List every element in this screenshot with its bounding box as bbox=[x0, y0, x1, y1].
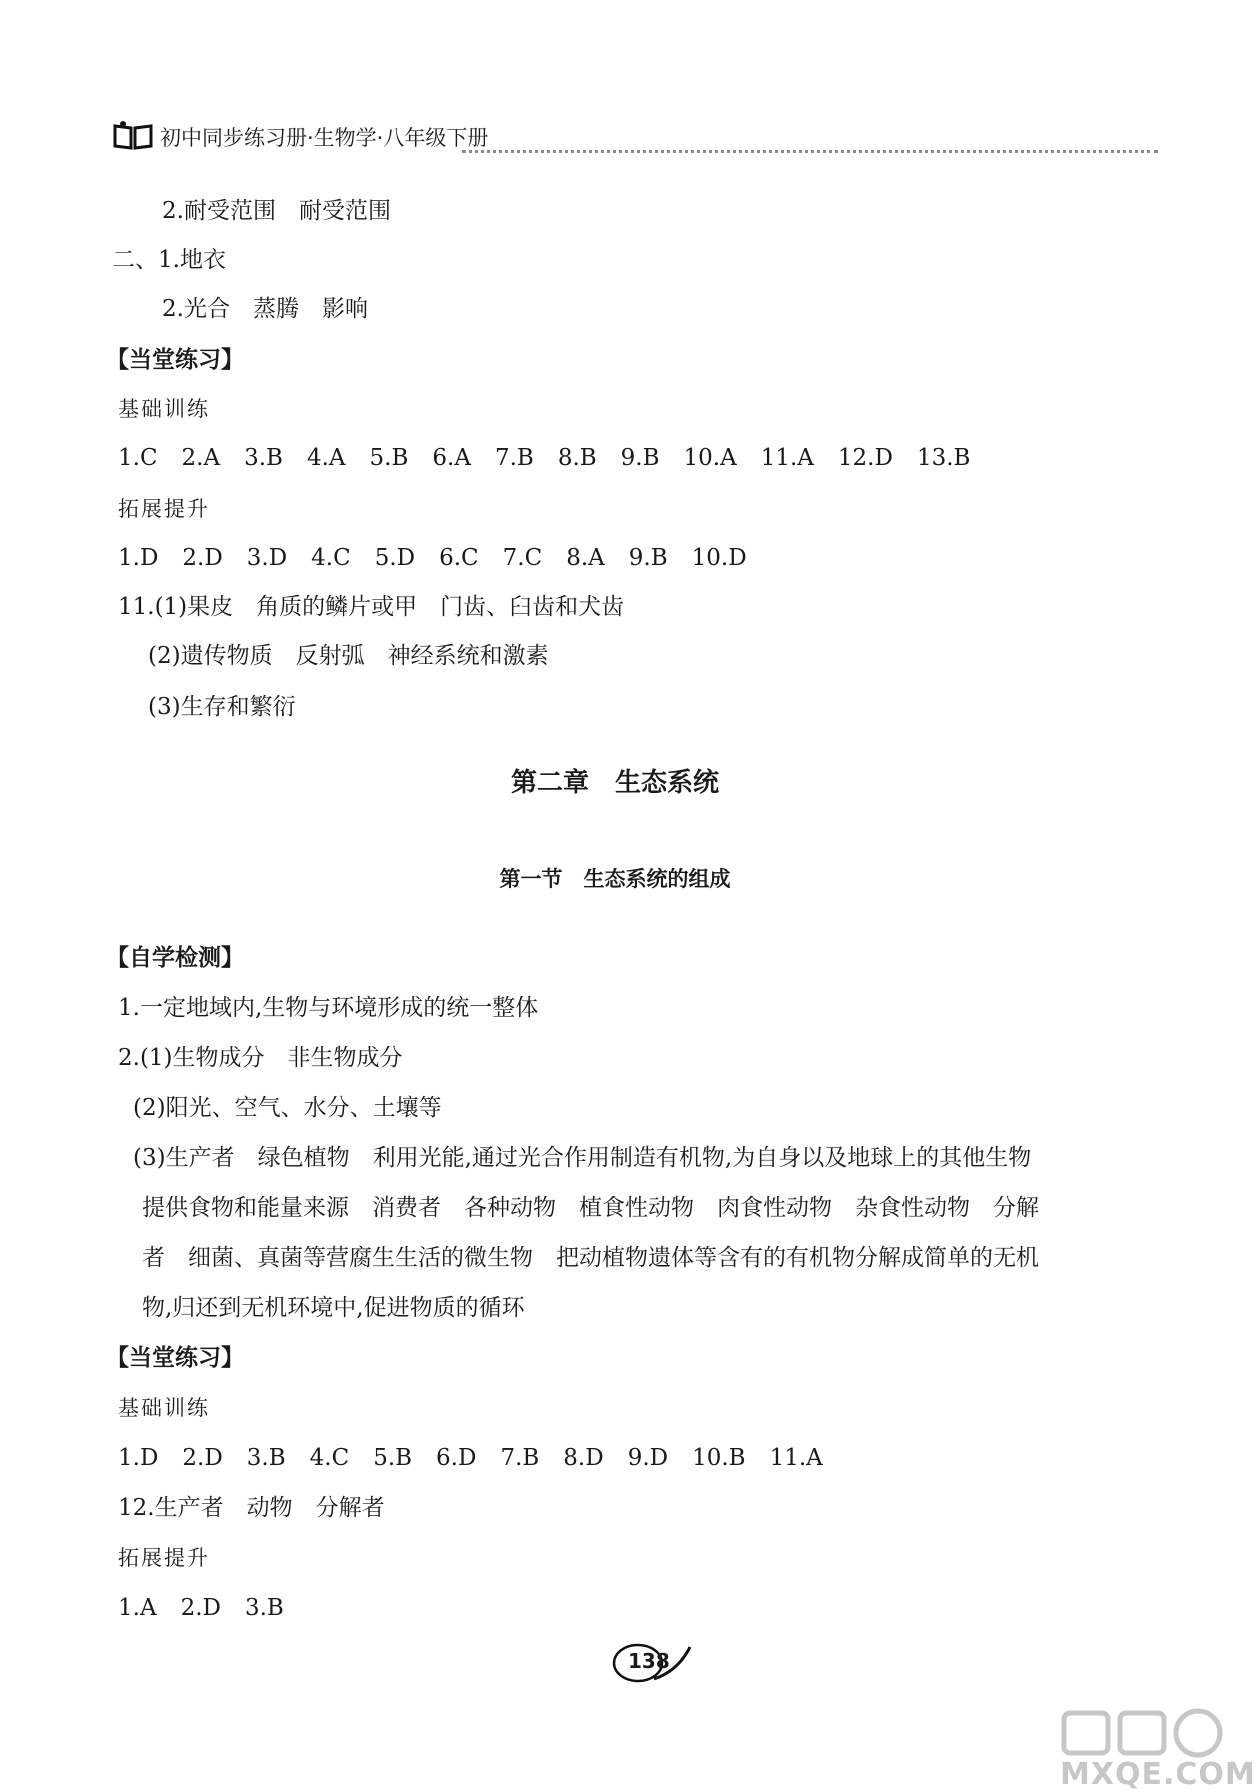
watermark bbox=[1060, 1705, 1256, 1792]
answer-item: 9.B bbox=[628, 545, 668, 571]
answer-item: 8.D bbox=[563, 1445, 604, 1471]
answer-item: 3.B bbox=[244, 445, 283, 471]
answer-item: 2.D bbox=[182, 1445, 223, 1471]
answer-line: 2.光合 蒸腾 影响 bbox=[162, 296, 368, 322]
answer-line: (3)生存和繁衍 bbox=[148, 694, 296, 720]
answer-item: 9.B bbox=[620, 445, 660, 471]
answer-item: 10.A bbox=[683, 445, 737, 471]
answer-line: 12.生产者 动物 分解者 bbox=[118, 1495, 385, 1521]
section-heading: 【自学检测】 bbox=[106, 945, 244, 971]
answer-item: 7.C bbox=[502, 545, 543, 571]
header-subject: ·生物学·八年级下册 bbox=[307, 126, 489, 150]
subheading: 基础训练 bbox=[118, 1396, 210, 1420]
subheading: 基础训练 bbox=[118, 397, 210, 421]
answer-item: 7.B bbox=[494, 445, 534, 471]
answer-item: 6.A bbox=[432, 445, 471, 471]
answer-item: 11.A bbox=[769, 1445, 823, 1471]
answer-line: 二、1.地衣 bbox=[112, 247, 226, 273]
answer-item: 11.A bbox=[760, 445, 814, 471]
answer-item: 4.C bbox=[311, 545, 351, 571]
header-book-title: 初中同步练习册 bbox=[160, 126, 307, 150]
answer-item: 2.D bbox=[180, 1595, 221, 1621]
answer-item: 5.B bbox=[373, 1445, 413, 1471]
section-title: 第一节 生态系统的组成 bbox=[499, 867, 731, 891]
answer-line: (2)遗传物质 反射弧 神经系统和激素 bbox=[148, 643, 549, 669]
answer-line: 者 细菌、真菌等营腐生生活的微生物 把动植物遗体等含有的有机物分解成简单的无机 bbox=[142, 1245, 1039, 1271]
answer-item: 3.B bbox=[246, 1445, 286, 1471]
answer-item: 6.C bbox=[439, 545, 479, 571]
answer-row bbox=[118, 543, 771, 573]
answer-item: 3.D bbox=[246, 545, 288, 571]
answer-item: 7.B bbox=[500, 1445, 540, 1471]
answer-line: (2)阳光、空气、水分、土壤等 bbox=[133, 1095, 442, 1121]
answer-item: 9.D bbox=[627, 1445, 669, 1471]
answer-item: 5.D bbox=[374, 545, 416, 571]
answer-item: 2.D bbox=[182, 545, 223, 571]
answer-row bbox=[118, 1443, 847, 1473]
subheading: 拓展提升 bbox=[118, 497, 210, 521]
answer-item: 4.A bbox=[306, 445, 346, 471]
answer-item: 1.D bbox=[118, 1445, 159, 1471]
answer-item: 6.D bbox=[436, 1445, 477, 1471]
answer-line: 1.一定地域内,生物与环境形成的统一整体 bbox=[118, 995, 539, 1021]
answer-row bbox=[118, 443, 994, 473]
answer-row bbox=[118, 1593, 308, 1623]
answer-item: 2.A bbox=[181, 445, 221, 471]
watermark-logo-icon bbox=[1060, 1705, 1230, 1759]
chapter-title: 第二章 生态系统 bbox=[510, 768, 719, 798]
answer-line: 物,归还到无机环境中,促进物质的循环 bbox=[142, 1295, 525, 1321]
answer-line: 2.耐受范围 耐受范围 bbox=[162, 198, 391, 224]
answer-item: 8.B bbox=[557, 445, 597, 471]
answer-item: 3.B bbox=[244, 1595, 284, 1621]
answer-item: 8.A bbox=[566, 545, 605, 571]
watermark-text: MXQE.COM bbox=[1060, 1757, 1256, 1792]
answer-line: 2.(1)生物成分 非生物成分 bbox=[118, 1045, 403, 1071]
answer-item: 4.C bbox=[309, 1445, 350, 1471]
answer-item: 13.B bbox=[916, 445, 971, 471]
header-rule bbox=[462, 150, 1158, 153]
header-title bbox=[160, 122, 488, 152]
page-number-badge bbox=[592, 1641, 692, 1687]
answer-item: 5.B bbox=[369, 445, 409, 471]
answer-item: 1.A bbox=[118, 1595, 157, 1621]
page-header bbox=[112, 120, 1158, 160]
answer-item: 10.D bbox=[691, 545, 747, 571]
answer-line: (3)生产者 绿色植物 利用光能,通过光合作用制造有机物,为自身以及地球上的其他生物 bbox=[133, 1145, 1032, 1171]
answer-item: 10.B bbox=[692, 1445, 746, 1471]
answer-line: 11.(1)果皮 角质的鳞片或甲 门齿、臼齿和犬齿 bbox=[118, 594, 625, 620]
answer-item: 1.D bbox=[118, 545, 159, 571]
section-heading: 【当堂练习】 bbox=[106, 1345, 244, 1371]
subheading: 拓展提升 bbox=[118, 1546, 210, 1570]
book-logo-icon bbox=[112, 120, 154, 152]
section-heading: 【当堂练习】 bbox=[106, 347, 244, 373]
page-number: 138 bbox=[628, 1649, 670, 1673]
answer-line: 提供食物和能量来源 消费者 各种动物 植食性动物 肉食性动物 杂食性动物 分解 bbox=[142, 1195, 1039, 1221]
answer-item: 12.D bbox=[837, 445, 893, 471]
answer-item: 1.C bbox=[118, 445, 158, 471]
